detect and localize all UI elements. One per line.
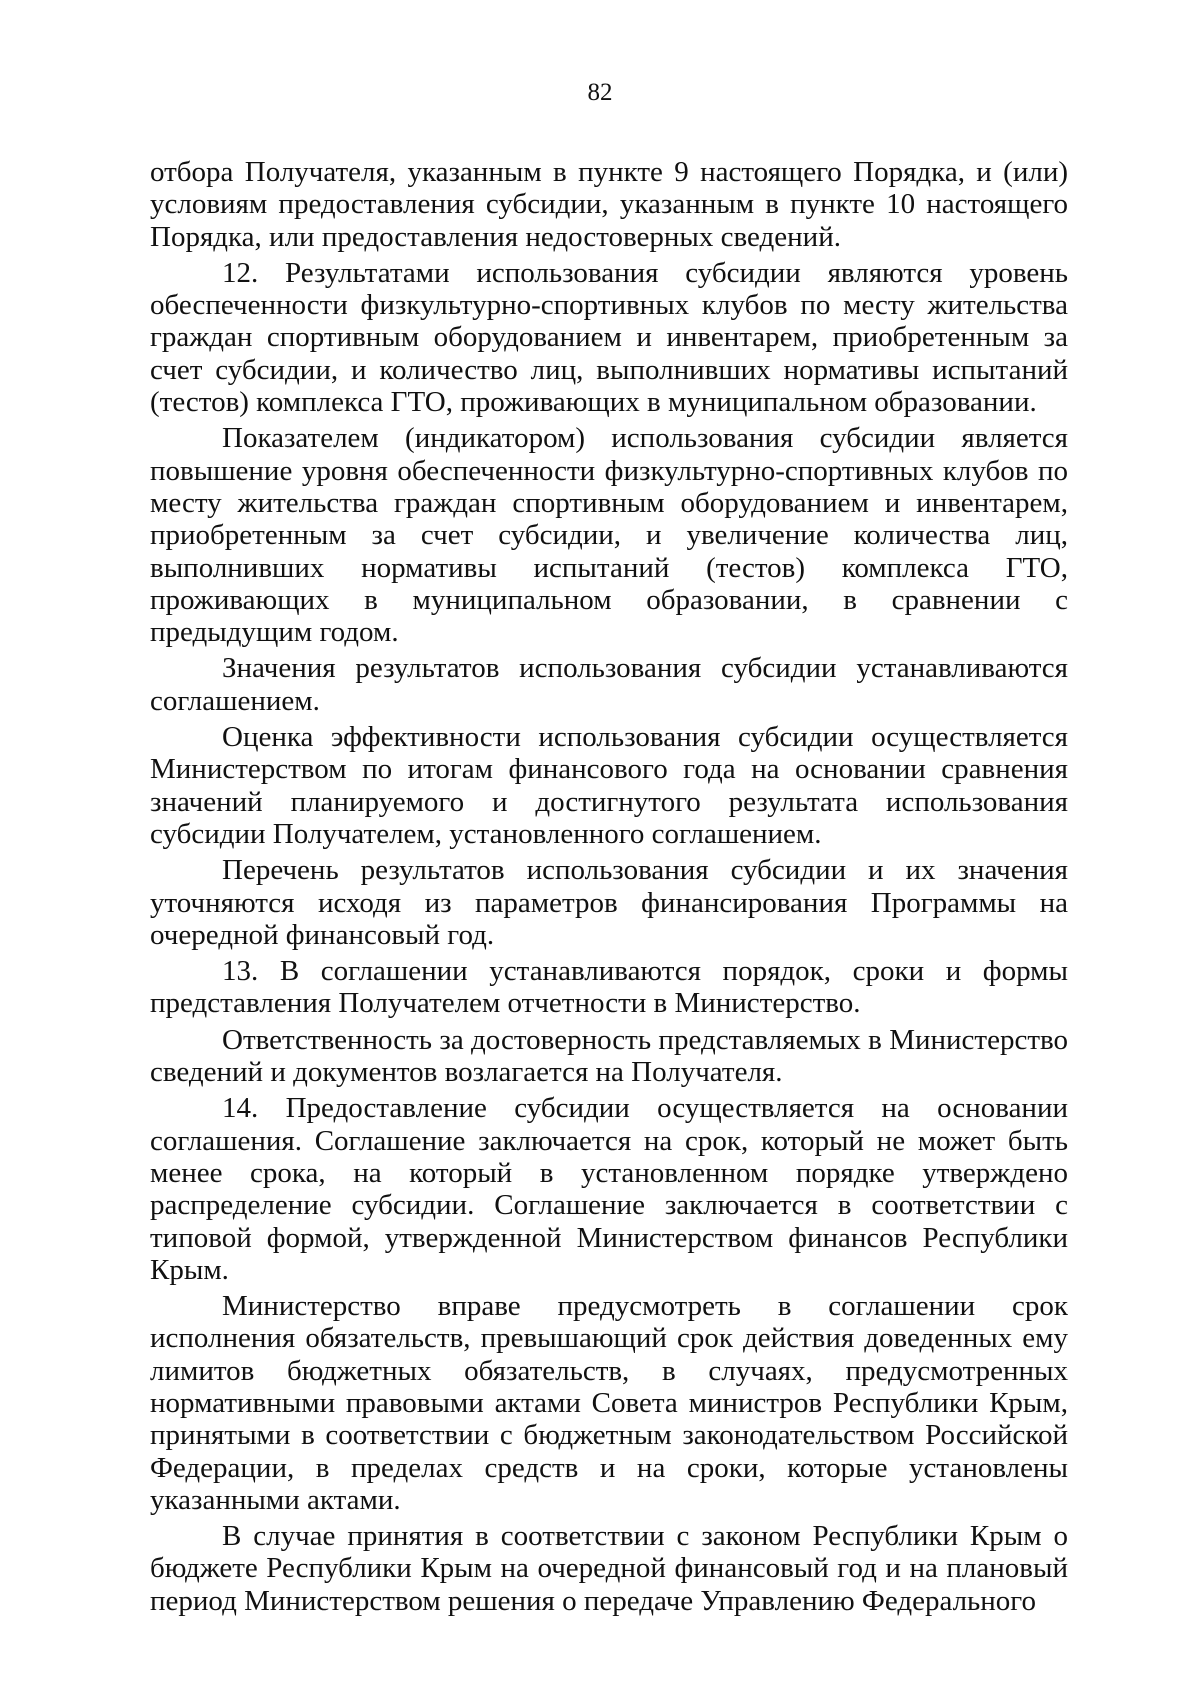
paragraph-ministry-right: Министерство вправе предусмотреть в соглашении срок исполнения обязательств, превышающий срок действия доведенных ему лимитов бюджетных обязательств, в случаях, предусмотренных нормативными правовыми актами Совета министров Республики Крым, принятыми в соответствии с бюджетным законодательством Российской Федерации, в пределах средств и на сроки, которые установлены указанными актами. xyxy=(150,1290,1068,1516)
paragraph-continuation: отбора Получателя, указанным в пункте 9 настоящего Порядка, и (или) условиям предоставления субсидии, указанным в пункте 10 настоящего Порядка, или предоставления недостоверных сведений. xyxy=(150,156,1068,253)
paragraph-results-list: Перечень результатов использования субсидии и их значения уточняются исходя из параметров финансирования Программы на очередной финансовый год. xyxy=(150,854,1068,951)
paragraph-item-13: 13. В соглашении устанавливаются порядок, сроки и формы представления Получателем отчетности в Министерство. xyxy=(150,955,1068,1020)
paragraph-indicator: Показателем (индикатором) использования субсидии является повышение уровня обеспеченности физкультурно-спортивных клубов по месту жительства граждан спортивным оборудованием и инвентарем, приобретенным за счет субсидии, и увеличение количества лиц, выполнивших нормативы испытаний (тестов) комплекса ГТО, проживающих в муниципальном образовании, в сравнении с предыдущим годом. xyxy=(150,422,1068,649)
paragraph-responsibility: Ответственность за достоверность представляемых в Министерство сведений и документов возлагается на Получателя. xyxy=(150,1023,1068,1089)
document-body xyxy=(150,156,1068,1621)
paragraph-budget-law-case: В случае принятия в соответствии с законом Республики Крым о бюджете Республики Крым на очередной финансовый год и на плановый период Министерством решения о передаче Управлению Федерального xyxy=(150,1520,1068,1617)
paragraph-result-values: Значения результатов использования субсидии устанавливаются соглашением. xyxy=(150,652,1068,717)
paragraph-item-12: 12. Результатами использования субсидии являются уровень обеспеченности физкультурно-спортивных клубов по месту жительства граждан спортивным оборудованием и инвентарем, приобретенным за счет субсидии, и количество лиц, выполнивших нормативы испытаний (тестов) комплекса ГТО, проживающих в муниципальном образовании. xyxy=(150,256,1068,419)
paragraph-item-14: 14. Предоставление субсидии осуществляется на основании соглашения. Соглашение заключается на срок, который не может быть менее срока, на который в установленном порядке утверждено распределение субсидии. Соглашение заключается в соответствии с типовой формой, утвержденной Министерством финансов Республики Крым. xyxy=(150,1092,1068,1286)
page-number: 82 xyxy=(587,79,613,106)
paragraph-efficiency-assessment: Оценка эффективности использования субсидии осуществляется Министерством по итогам финансового года на основании сравнения значений планируемого и достигнутого результата использования субсидии Получателем, установленного соглашением. xyxy=(150,721,1068,850)
